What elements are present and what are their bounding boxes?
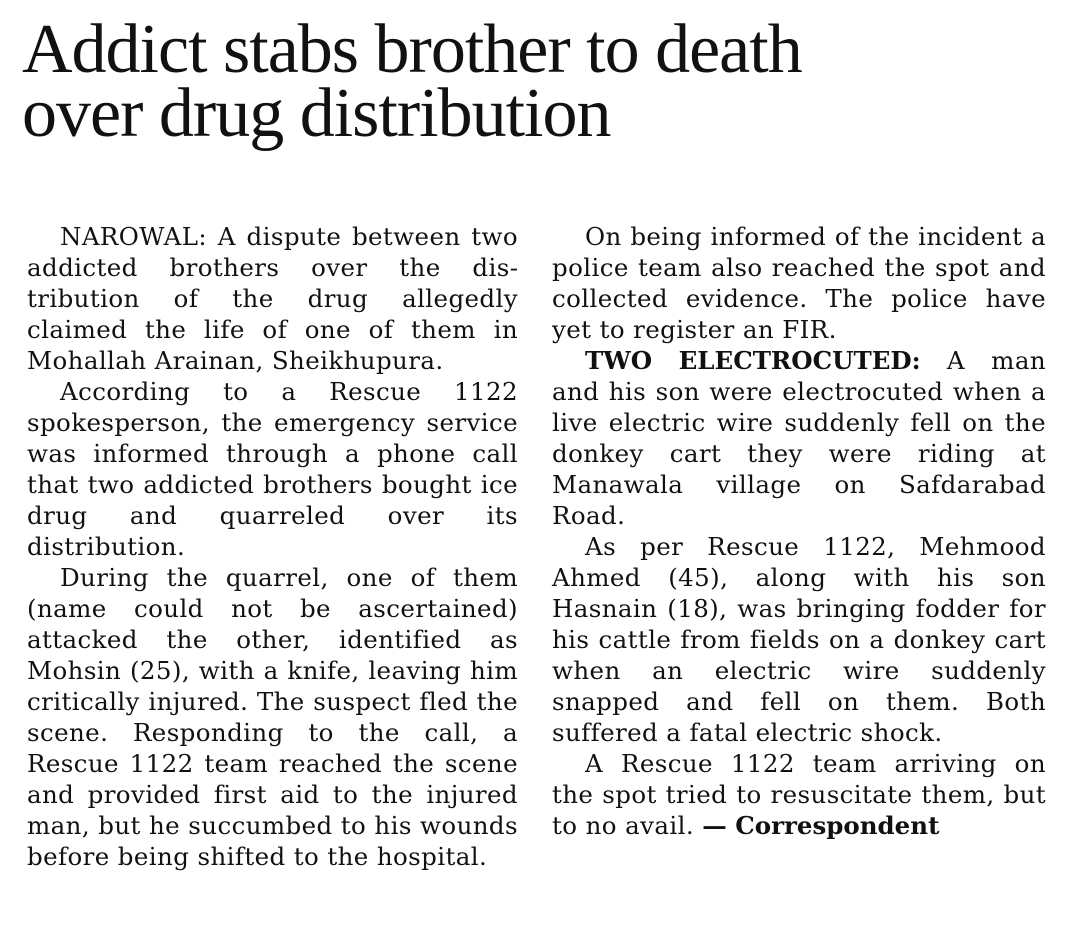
paragraph-electrocuted-body: A man and his son were electrocuted when a live electric wire suddenly fell on the donkey cart they were riding at Manawala village on Safdarabad Road. <box>552 346 1046 530</box>
article-column-right <box>552 221 1046 841</box>
paragraph-rescue-spokesperson: According to a Rescue 1122 spokesperson, the emergency service was informed through a phone call that two addicted brothers bought ice drug and quarreled over its distribution. <box>27 377 518 561</box>
headline <box>22 11 1052 152</box>
paragraph-closing-body: A Rescue 1122 team arriving on the spot tried to resuscitate them, but to no avail. <box>552 749 1046 840</box>
paragraph-quarrel: During the quarrel, one of them (name could not be ascertained) attacked the other, identified as Mohsin (25), with a knife, leaving him critically injured. The suspect fled the scene. Responding to the call, a Rescue 1122 team reached the scene and provided first aid to the injured man, but he succumbed to his wounds before being shifted to the hospital. <box>27 563 518 871</box>
article-column-left <box>27 221 518 872</box>
subhead-two-electrocuted: TWO ELECTROCUTED: <box>585 346 921 375</box>
headline-line-1: Addict stabs brother to death <box>22 11 802 88</box>
paragraph-rescue-details: As per Rescue 1122, Mehmood Ahmed (45), along with his son Hasnain (18), was bringing fodder for his cattle from fields on a donkey cart when an electric wire suddenly snapped and fell on them. Both suffered a fatal electric shock. <box>552 532 1046 747</box>
paragraph-dispute: NAROWAL: A dispute between two addicted brothers over the distribution of the drug allegedly claimed the life of one of them in Mohallah Arainan, Sheikhupura. <box>27 222 518 375</box>
paragraph-closing <box>552 748 1046 841</box>
paragraph-electrocuted <box>552 345 1046 531</box>
headline-line-2: over drug distribution <box>22 75 611 152</box>
byline: — Correspondent <box>702 811 940 840</box>
paragraph-police: On being informed of the incident a police team also reached the spot and collected evidence. The police have yet to register an FIR. <box>552 222 1046 344</box>
